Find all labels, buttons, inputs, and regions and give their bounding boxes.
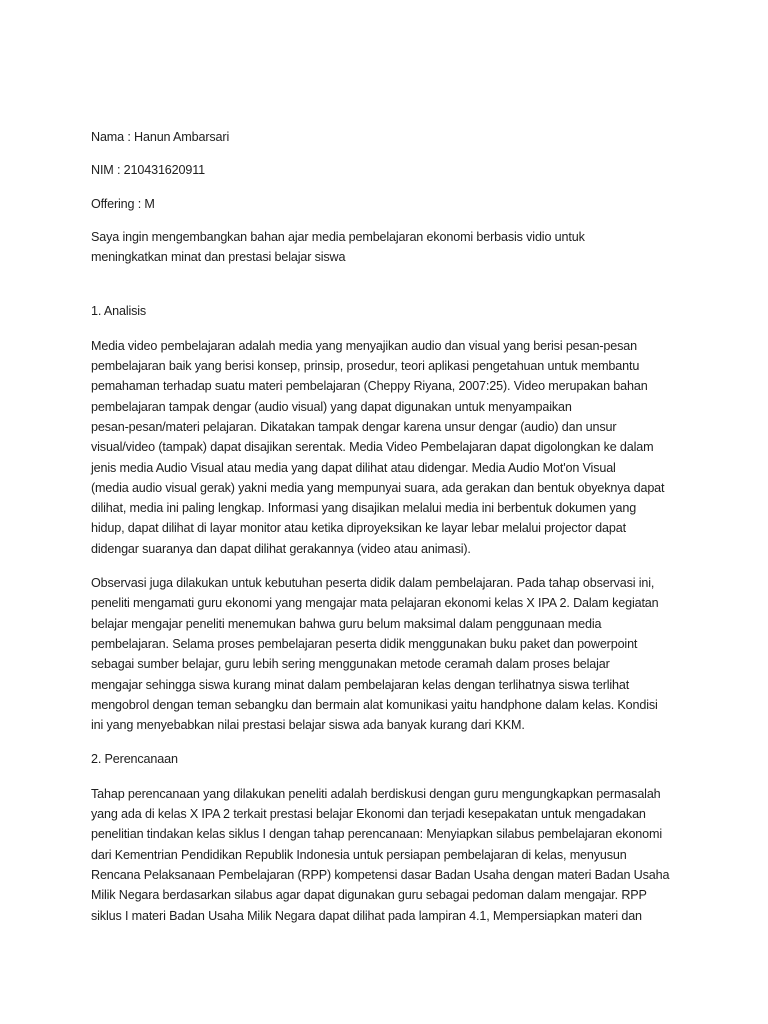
student-name: Nama : Hanun Ambarsari <box>91 130 230 144</box>
text-line: peneliti mengamati guru ekonomi yang mengajar mata pelajaran ekonomi kelas X IPA 2. Dalam kegiatan <box>91 596 659 611</box>
analisis-paragraph-2 <box>91 573 691 735</box>
text-line: hidup, dapat dilihat di layar monitor atau ketika diproyeksikan ke layar lebar melalui projector dapat <box>91 521 626 536</box>
text-line: ini yang menyebabkan nilai prestasi belajar siswa ada banyak kurang dari KKM. <box>91 718 525 733</box>
analisis-paragraph-1 <box>91 336 691 559</box>
document-body <box>91 127 691 926</box>
text-line: pesan-pesan/materi pelajaran. Dikatakan tampak dengar karena unsur dengar (audio) dan unsur <box>91 419 617 434</box>
text-line: jenis media Audio Visual atau media yang dapat dilihat atau didengar. Media Audio Mot'on Visual <box>91 460 616 475</box>
text-line: didengar suaranya dan dapat dilihat gerakannya (video atau animasi). <box>91 541 471 556</box>
text-line: pembelajaran tampak dengar (audio visual) yang dapat digunakan untuk menyampaikan <box>91 399 572 414</box>
text-line: Media video pembelajaran adalah media yang menyajikan audio dan visual yang berisi pesan-pesan <box>91 338 637 353</box>
text-line: Milik Negara berdasarkan silabus agar dapat digunakan guru sebagai pedoman dalam mengajar. RPP <box>91 888 647 903</box>
text-line: Tahap perencanaan yang dilakukan peneliti adalah berdiskusi dengan guru mengungkapkan permasalah <box>91 786 661 801</box>
section-heading-perencanaan: 2. Perencanaan <box>91 752 178 767</box>
text-line: belajar mengajar peneliti menemukan bahwa guru belum maksimal dalam penggunaan media <box>91 616 602 631</box>
text-line: pembelajaran. Selama proses pembelajaran peserta didik menggunakan buku paket dan powerpoint <box>91 636 638 651</box>
text-line: penelitian tindakan kelas siklus I dengan tahap perencanaan: Menyiapkan silabus pembelajaran ekonomi <box>91 827 662 842</box>
text-line: dilihat, media ini paling lengkap. Informasi yang disajikan melalui media ini berbentuk dokumen yang <box>91 501 637 516</box>
offering-code: Offering : M <box>91 196 155 211</box>
text-line: mengajar sehingga siswa kurang minat dalam pembelajaran kelas dengan terlihatnya siswa terlihat <box>91 677 630 692</box>
text-line: meningkatkan minat dan prestasi belajar siswa <box>91 250 346 265</box>
student-nim: NIM : 210431620911 <box>91 163 205 178</box>
text-line: Saya ingin mengembangkan bahan ajar media pembelajaran ekonomi berbasis vidio untuk <box>91 229 585 244</box>
text-line: yang ada di kelas X IPA 2 terkait prestasi belajar Ekonomi dan terjadi kesepakatan untuk mengadakan <box>91 807 646 822</box>
text-line: (media audio visual gerak) yakni media yang mempunyai suara, ada gerakan dan bentuk obyeknya dapat <box>91 480 665 495</box>
section-heading-analisis: 1. Analisis <box>91 304 147 319</box>
text-line: siklus I materi Badan Usaha Milik Negara dapat dilihat pada lampiran 4.1, Mempersiapkan materi dan <box>91 908 642 923</box>
text-line: pemahaman terhadap suatu materi pembelajaran (Cheppy Riyana, 2007:25). Video merupakan bahan <box>91 379 648 394</box>
text-line: sebagai sumber belajar, guru lebih sering menggunakan metode ceramah dalam proses belajar <box>91 657 610 672</box>
intro-paragraph <box>91 227 691 268</box>
text-line: Rencana Pelaksanaan Pembelajaran (RPP) kompetensi dasar Badan Usaha dengan materi Badan Usaha <box>91 867 670 882</box>
text-line: dari Kementrian Pendidikan Republik Indonesia untuk persiapan pembelajaran di kelas, menyusun <box>91 847 627 862</box>
text-line: Observasi juga dilakukan untuk kebutuhan peserta didik dalam pembelajaran. Pada tahap observasi ini, <box>91 576 655 591</box>
text-line: visual/video (tampak) dapat disajikan serentak. Media Video Pembelajaran dapat digolongkan ke dalam <box>91 440 654 455</box>
text-line: pembelajaran baik yang berisi konsep, prinsip, prosedur, teori aplikasi pengetahuan untuk membantu <box>91 359 640 374</box>
text-line: mengobrol dengan teman sebangku dan bermain alat komunikasi yaitu handphone dalam kelas. Kondisi <box>91 697 658 712</box>
perencanaan-paragraph-1 <box>91 784 691 926</box>
